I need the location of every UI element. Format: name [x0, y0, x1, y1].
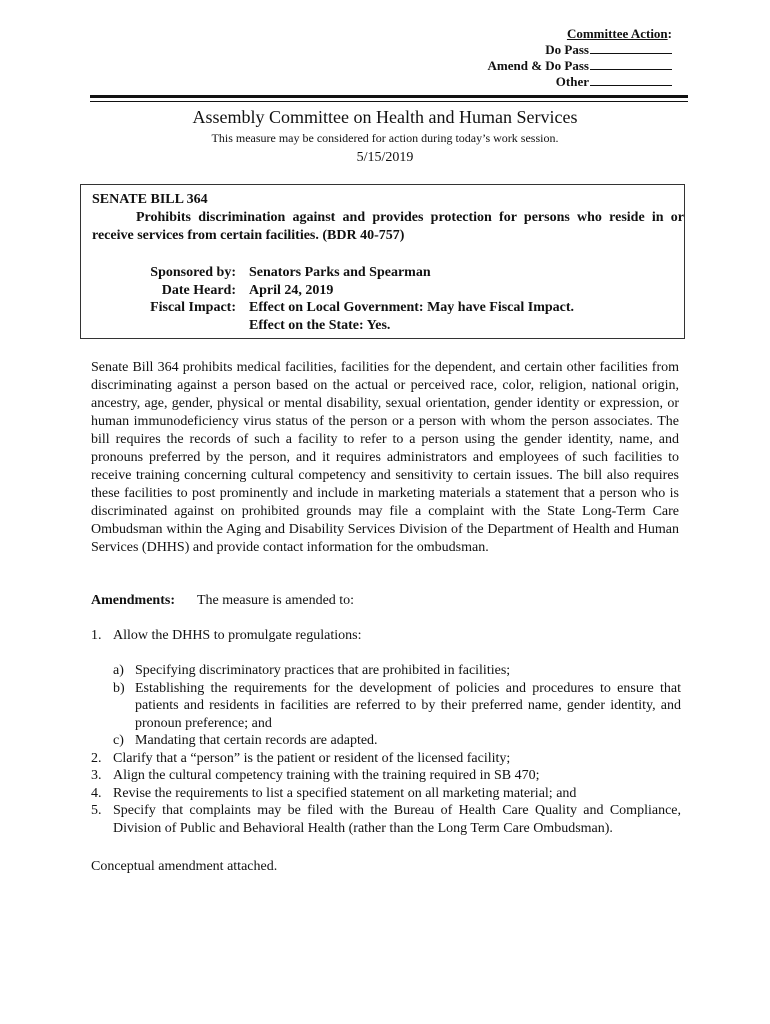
sponsored-label: Sponsored by:: [150, 265, 236, 280]
committee-heading: Assembly Committee on Health and Human Services: [192, 107, 578, 127]
header-rule-thin: [90, 101, 688, 102]
list-text: Specifying discriminatory practices that are prohibited in facilities;: [135, 663, 511, 678]
date-heard-label: Date Heard:: [161, 282, 236, 298]
list-number: c): [113, 733, 124, 748]
list-item: [91, 732, 681, 750]
hearing-date: 5/15/2019: [356, 150, 414, 165]
bill-number: SENATE BILL 364: [92, 192, 208, 207]
conclusion-text: Conceptual amendment attached.: [91, 859, 278, 874]
list-item: [91, 680, 681, 733]
do-pass-row: [545, 41, 672, 58]
amend-do-pass-row: [488, 57, 672, 74]
committee-action-title: Committee Action:: [566, 26, 672, 41]
date-heard-value: April 24, 2019: [249, 282, 334, 298]
other-label: Other: [555, 74, 589, 89]
list-item: [91, 802, 681, 837]
do-pass-label: Do Pass: [545, 42, 589, 57]
fiscal-state-value: Effect on the State: Yes.: [249, 317, 391, 333]
sponsored-value: Senators Parks and Spearman: [249, 265, 431, 280]
other-blank: [590, 73, 672, 86]
bill-description: Prohibits discrimination against and provides protection for persons who reside in or receive services from certain facilities. (BDR 40-757): [92, 210, 684, 243]
list-text: Align the cultural competency training with the training required in SB 470;: [113, 768, 540, 783]
amendments-heading: [91, 593, 354, 609]
list-number: 5.: [91, 803, 102, 818]
list-text: Mandating that certain records are adapted.: [135, 733, 378, 748]
list-number: a): [113, 663, 124, 678]
bill-summary-paragraph: Senate Bill 364 prohibits medical facilities, facilities for the dependent, and certain other facilities from discriminating against a person based on the actual or perceived race, color, religion, national origin, ancestry, age, gender, physical or mental disability, sexual orientation, gender identity or expression, or human immunodeficiency virus status of the person or a person with whom the person associates. The bill requires the records of such a facility to refer to a person using the gender identity, name, and pronouns preferred by the person, and it requires administrators and employees of such facilities to receive training concerning cultural competency and sensitivity to certain issues. The bill also requires these facilities to post prominently and include in marketing materials a statement that a person who is discriminated against on prohibited grounds may file a complaint with the State Long-Term Care Ombudsman within the Aging and Disability Services Division of the Department of Health and Human Services (DHHS) and provide contact information for the ombudsman.: [91, 360, 679, 555]
list-item: [91, 785, 681, 803]
list-number: 3.: [91, 768, 102, 783]
amendments-label: Amendments:: [91, 593, 175, 608]
fiscal-impact-label: Fiscal Impact:: [150, 300, 236, 315]
list-number: 4.: [91, 785, 102, 801]
list-number: 2.: [91, 750, 102, 766]
list-text: Specify that complaints may be filed with the Bureau of Health Care Quality and Compliance, Division of Public and Behavioral Health (rather than the Long Term Care Ombudsman).: [113, 803, 681, 836]
amendments-intro: The measure is amended to:: [197, 593, 355, 608]
do-pass-blank: [590, 41, 672, 54]
fiscal-local-value: Effect on Local Government: May have Fiscal Impact.: [249, 300, 575, 315]
list-number: 1.: [91, 628, 102, 643]
amend-do-pass-blank: [590, 57, 672, 70]
list-text: Establishing the requirements for the development of policies and procedures to ensure that patients and residents in facilities are referred to by their preferred name, gender identity, and pronoun preference; and: [135, 680, 681, 731]
amend-do-pass-label: Amend & Do Pass: [487, 58, 589, 73]
work-session-note: This measure may be considered for action during today’s work session.: [211, 131, 559, 145]
list-item: [91, 750, 681, 768]
header-rule-thick: [90, 95, 688, 98]
bill-info: [92, 264, 682, 334]
list-number: b): [113, 680, 125, 696]
list-text: Allow the DHHS to promulgate regulations:: [113, 628, 362, 643]
list-item: [91, 767, 681, 785]
list-text: Revise the requirements to list a specified statement on all marketing material; and: [113, 785, 577, 801]
amendment-sublist: [91, 662, 681, 837]
amendment-item-1: [91, 627, 681, 645]
other-row: [556, 73, 672, 90]
list-text: Clarify that a “person” is the patient or resident of the licensed facility;: [113, 750, 511, 766]
list-item: [91, 662, 681, 680]
